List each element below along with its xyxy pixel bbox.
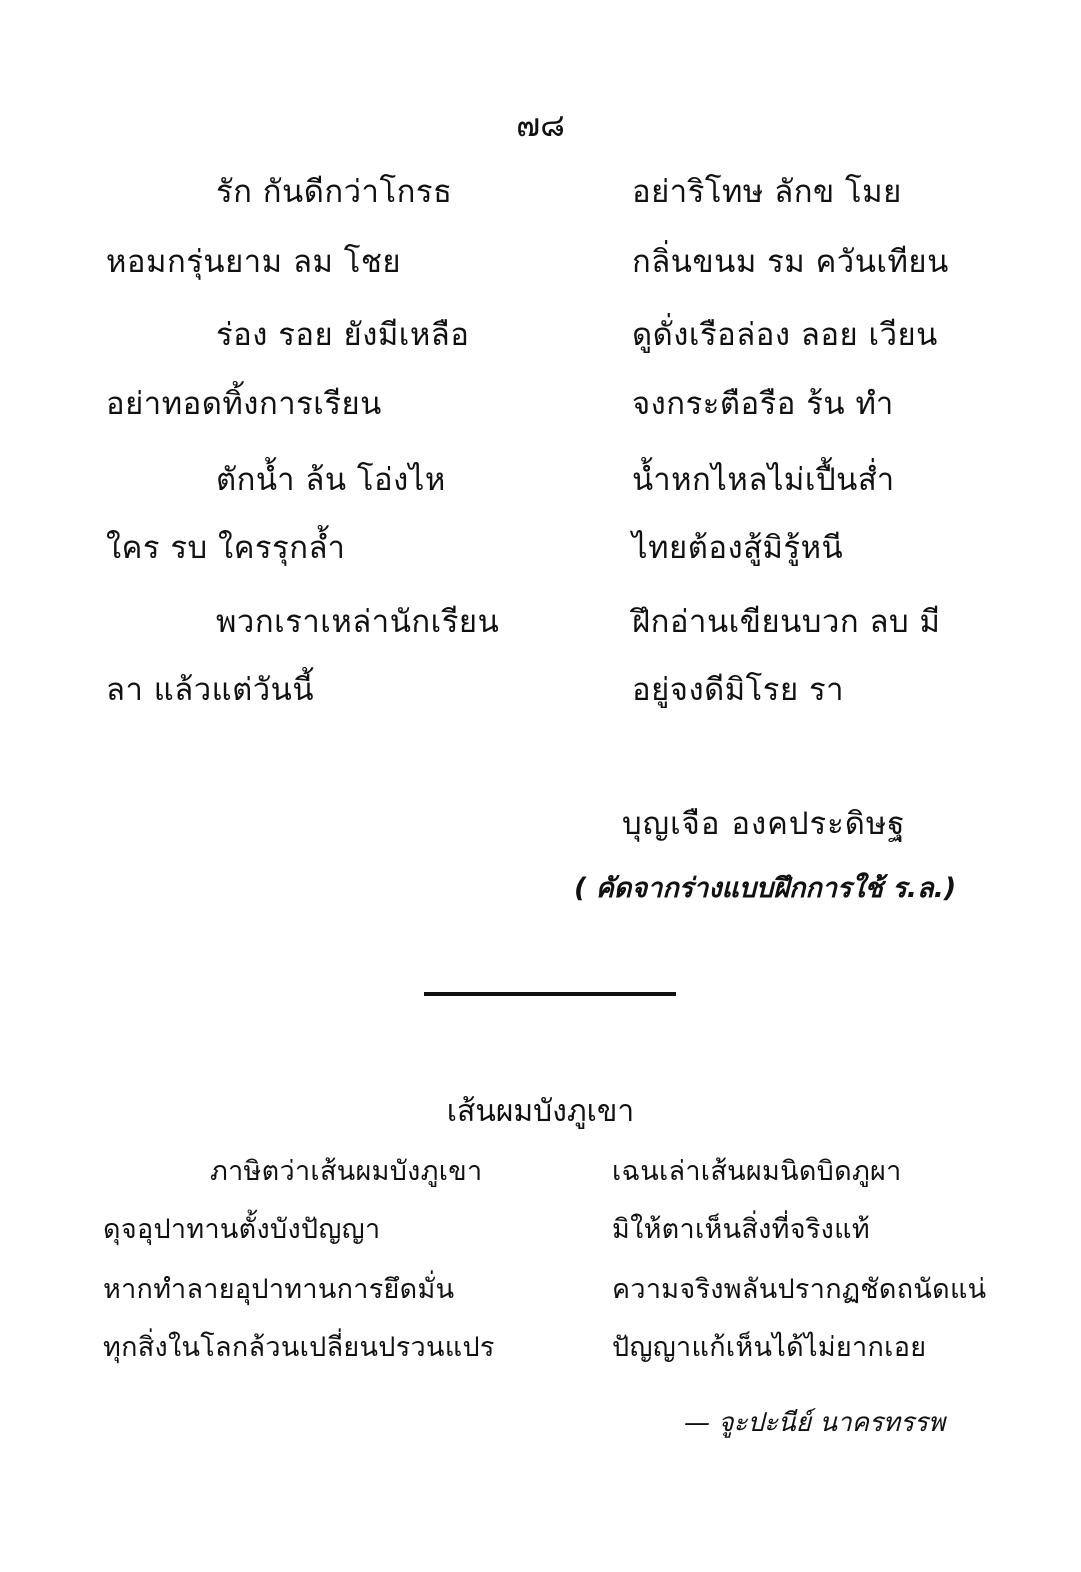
poem1-line-4-left: อย่าทอดทิ้งการเรียน — [106, 386, 382, 422]
poem1-line-3-right: ดูดั่งเรือล่อง ลอย เวียน — [632, 317, 938, 353]
poem2-line-4-left: ทุกสิ่งในโลกล้วนเปลี่ยนปรวนแปร — [103, 1332, 495, 1363]
poem1-source-note: ( คัดจากร่างแบบฝึกการใช้ ร.ล.) — [574, 873, 957, 904]
poem1-line-7-left: พวกเราเหล่านักเรียน — [216, 604, 500, 640]
section-divider — [424, 992, 676, 996]
poem2-line-2-left: ดุจอุปาทานตั้งบังปัญญา — [103, 1214, 381, 1245]
poem1-line-5-left: ตักน้ำ ล้น โอ่งไห — [216, 462, 446, 498]
poem1-line-5-right: น้ำหกไหลไม่เปื้นส่ำ — [632, 462, 895, 498]
poem1-line-1-right: อย่าริโทษ ลักข โมย — [632, 174, 902, 210]
poem2-title: เส้นผมบังภูเขา — [446, 1094, 635, 1129]
poem1-line-4-right: จงกระตือรือ ร้น ทำ — [632, 386, 894, 422]
poem1-line-6-left: ใคร รบ ใครรุกล้ำ — [106, 530, 346, 566]
poem2-line-3-right: ความจริงพลันปรากฏชัดถนัดแน่ — [612, 1274, 987, 1305]
poem1-line-7-right: ฝึกอ่านเขียนบวก ลบ มี — [632, 604, 941, 640]
poem1-line-8-right: อยู่จงดีมิโรย รา — [632, 672, 845, 708]
poem1-line-8-left: ลา แล้วแต่วันนี้ — [106, 672, 315, 708]
poem1-author: บุญเจือ องคประดิษฐ — [622, 806, 906, 842]
poem2-line-3-left: หากทำลายอุปาทานการยึดมั่น — [103, 1274, 455, 1305]
poem2-line-2-right: มิให้ตาเห็นสิ่งที่จริงแท้ — [612, 1214, 870, 1245]
poem2-author: — จูะปะนีย์ นาครทรรพ — [684, 1408, 946, 1438]
poem2-line-1-left: ภาษิตว่าเส้นผมบังภูเขา — [210, 1156, 483, 1187]
poem1-line-1-left: รัก กันดีกว่าโกรธ — [216, 174, 453, 210]
poem1-line-3-left: ร่อง รอย ยังมีเหลือ — [216, 317, 470, 353]
poem1-line-2-left: หอมกรุ่นยาม ลม โชย — [106, 244, 402, 280]
poem1-line-6-right: ไทยต้องสู้มิรู้หนี — [632, 530, 844, 566]
poem2-line-1-right: เฉนเล่าเส้นผมนิดบิดภูผา — [612, 1156, 902, 1187]
poem2-line-4-right: ปัญญาแก้เห็นได้ไม่ยากเอย — [612, 1332, 927, 1363]
poem1-line-2-right: กลิ่นขนม รม ควันเทียน — [632, 244, 949, 280]
page-number: ๗๘ — [516, 106, 565, 144]
